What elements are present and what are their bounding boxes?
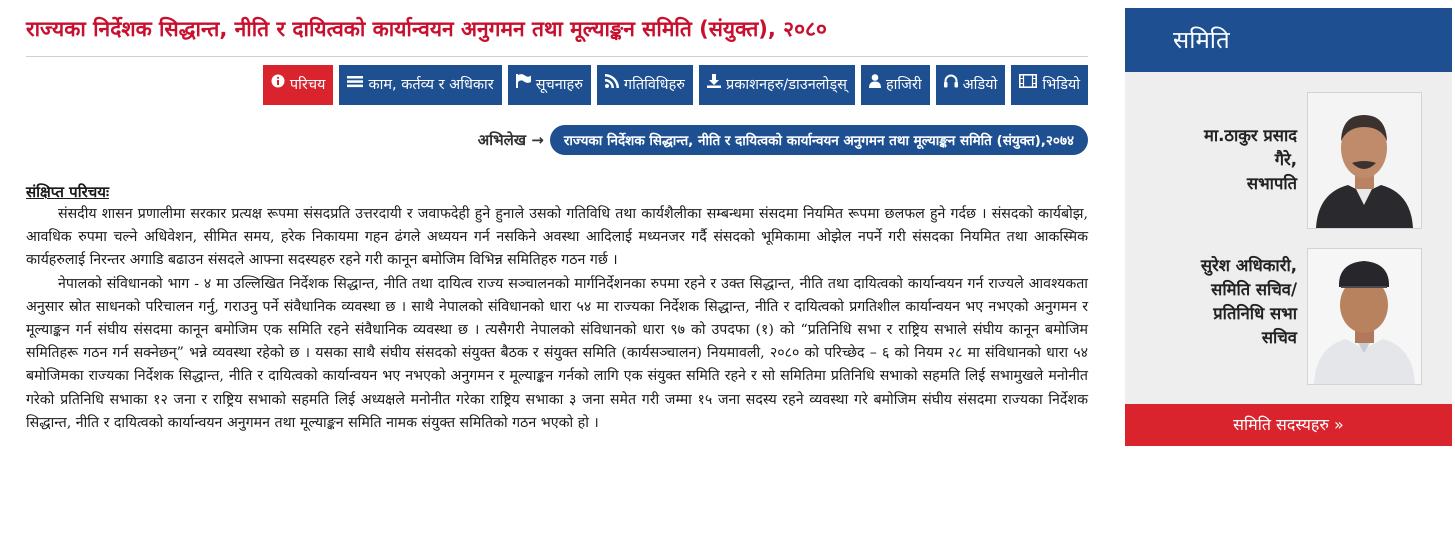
member-secretary (1125, 236, 1452, 400)
nav-publications-label: प्रकाशनहरु/डाउनलोड्स् (725, 77, 847, 93)
nav-video-label: भिडियो (1042, 77, 1080, 93)
member-name-line: सचिव (1261, 328, 1297, 347)
nav-duties[interactable] (339, 65, 501, 105)
nav-activities-label: गतिविधिहरु (623, 77, 685, 93)
committee-nav (26, 65, 1088, 105)
nav-intro[interactable] (263, 65, 334, 105)
committee-members-button[interactable]: समिति सदस्यहरु » (1125, 404, 1452, 446)
nav-attendance-label: हाजिरी (885, 77, 922, 93)
nav-activities[interactable] (597, 65, 693, 105)
member-secretary-photo[interactable] (1307, 248, 1422, 385)
member-name-line: सुरेश अधिकारी, (1200, 256, 1297, 275)
film-icon (1019, 65, 1037, 105)
sidebar-title: समिति (1125, 8, 1452, 72)
member-name-line: प्रतिनिधि सभा (1213, 304, 1297, 323)
member-chair-name (1204, 124, 1297, 196)
archive-row (26, 125, 1088, 155)
nav-video[interactable] (1011, 65, 1088, 105)
rss-icon (605, 65, 619, 105)
nav-publications[interactable] (699, 65, 855, 105)
member-name-line: गैरे, (1274, 150, 1297, 169)
nav-notices-label: सूचनाहरु (535, 77, 583, 93)
member-secretary-name (1201, 254, 1297, 350)
list-icon (347, 65, 363, 105)
info-icon (271, 65, 285, 105)
member-name-line: सभापति (1246, 174, 1297, 193)
member-chair (1125, 72, 1452, 236)
intro-paragraph-1: संसदीय शासन प्रणालीमा सरकार प्रत्यक्ष रूपमा संसदप्रति उत्तरदायी र जवाफदेही हुने हुनाले उसको गतिविधि तथा कार्यशैलीका सम्बन्धमा संसदमा नियमित रूपमा छलफल हुने गर्दछ । संसदको कार्यबोझ, आवधिक रुपमा चल्ने अधिवेशन, सीमित समय, हरेक निकायमा गहन ढंगले अध्ययन गर्न नसकिने अवस्था आदिलाई मध्यनजर गर्दै संसदको भूमिकामा ओझेल नपर्ने गरी संसदका नियमित तथा आकस्मिक कार्यहरुलाई निरन्तर अगाडि बढाउन संसदले आफ्ना सदस्यहरु रहने गरी कानून बमोजिम विभिन्न समितिहरु गठन गर्छ । (26, 206, 1088, 269)
nav-audio-label: अडियो (962, 77, 998, 93)
nav-audio[interactable] (936, 65, 1006, 105)
page-title: राज्यका निर्देशक सिद्धान्त, नीति र दायित्वको कार्यान्वयन अनुगमन तथा मूल्याङ्कन समिति (संयुक्त), २०८० (26, 17, 827, 41)
committee-sidebar (1125, 8, 1452, 446)
intro-paragraph-2: नेपालको संविधानको भाग - ४ मा उल्लिखित निर्देशक सिद्धान्त, नीति तथा दायित्व राज्य सञ्चालनको मार्गनिर्देशनका रुपमा रहने र उक्त सिद्धान्त, नीति तथा दायित्वको कार्यान्वयन गर्न राज्यले आवश्यकता अनुसार स्रोत साधनको परिचालन गर्नु, गराउनु पर्ने संवैधानिक व्यवस्था छ । साथै नेपालको संविधानको धारा ५४ मा राज्यका निर्देशक सिद्धान्त, नीति र दायित्वको प्रगतिशील कार्यान्वयन भए नभएको अनुगमन र मूल्याङ्कन गर्न संघीय संसदमा कानून बमोजिम एक समिति रहने संवैधानिक व्यवस्था छ । त्यसैगरी नेपालको संविधानको धारा ९७ को उपदफा (१) को “प्रतिनिधि सभा र राष्ट्रिय सभाले संघीय कानून बमोजिम समितिहरू गठन गर्न सक्नेछन्” भन्ने व्यवस्था रहेको छ । यसका साथै संघीय संसदको संयुक्त बैठक र संयुक्त समिति (कार्यसञ्चालन) नियमावली, २०८० को परिच्छेद – ६ को नियम २८ मा संविधानको धारा ५४ बमोजिमका राज्यका निर्देशक सिद्धान्त, नीति र दायित्वको कार्यान्वयन भए नभएको अनुगमन र मूल्याङ्कन गर्नको लागि एक संयुक्त समिति रहने र सो समितिमा प्रतिनिधि सभाको सहमति लिई सभामुखले मनोनीत गरेको प्रतिनिधि सभाका १२ जना र राष्ट्रिय सभाको सहमति लिई अध्यक्षले मनोनीत गरेका राष्ट्रिय सभाका ३ जना समेत गरी जम्मा १५ जना सदस्य रहने व्यवस्था गरे बमोजिम संघीय संसदमा राज्यका निर्देशक सिद्धान्त, नीति र दायित्वको कार्यान्वयन अनुगमन तथा मूल्याङ्कन समिति नामक संयुक्त समितिको गठन भएको हो । (26, 275, 1088, 431)
headphones-icon (944, 65, 958, 105)
user-icon (869, 65, 881, 105)
member-chair-photo[interactable] (1307, 92, 1422, 229)
main-content (26, 8, 1088, 435)
nav-attendance[interactable] (861, 65, 930, 105)
member-name-line: मा.ठाकुर प्रसाद (1203, 126, 1297, 145)
nav-intro-label: परिचय (289, 77, 326, 93)
nav-duties-label: काम, कर्तव्य र अधिकार (368, 77, 494, 93)
nav-notices[interactable] (508, 65, 591, 105)
title-divider (26, 56, 1088, 57)
archive-link[interactable]: राज्यका निर्देशक सिद्धान्त, नीति र दायित्वको कार्यान्वयन अनुगमन तथा मूल्याङ्कन समिति (संयुक्त),२०७४ (550, 125, 1088, 155)
intro-heading: संक्षिप्त परिचयः (26, 183, 109, 201)
member-name-line: समिति सचिव/ (1211, 280, 1297, 299)
flag-icon (516, 65, 531, 105)
archive-label: अभिलेख → (477, 131, 544, 149)
download-icon (707, 65, 721, 105)
